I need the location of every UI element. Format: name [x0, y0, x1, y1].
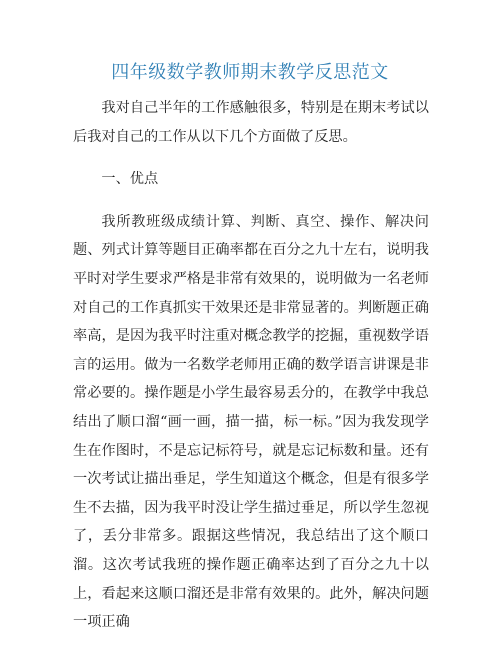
intro-paragraph: 我对自己半年的工作感触很多，特别是在期末考试以后我对自己的工作从以下几个方面做了反思。: [73, 100, 429, 145]
document-title: 四年级数学教师期末教学反思范文: [111, 62, 389, 83]
document-body: [73, 94, 429, 651]
section-heading: 一、优点: [101, 171, 159, 188]
body-paragraph: 我所教班级成绩计算、判断、真空、操作、解决问题、列式计算等题目正确率都在百分之九十左右，说明我平时对学生要求严格是非常有效果的，说明做为一名老师对自己的工作真抓实干效果还是非常显著的。判断题正确率高，是因为我平时注重对概念教学的挖掘，重视数学语言的运用。做为一名数学老师用正确的数学语言讲课是非常必要的。操作题是小学生最容易丢分的，在教学中我总结出了顺口溜“画一画，描一描，标一标。”因为我发现学生在作图时，不是忘记标符号，就是忘记标数和量。还有一次考试让描出垂足，学生知道这个概念，但是有很多学生不去描，因为我平时没让学生描过垂足，所以学生忽视了，丢分非常多。跟据这些情况，我总结出了这个顺口溜。这次考试我班的操作题正确率达到了百分之九十以上，看起来这顺口溜还是非常有效果的。此外，解决问题一项正确: [73, 213, 429, 631]
